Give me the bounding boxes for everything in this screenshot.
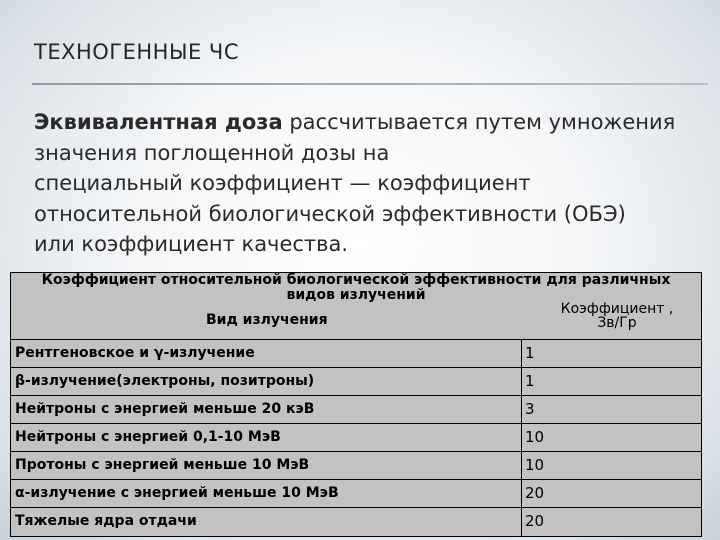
intro-line-5: или коэффициент качества. [34, 232, 349, 256]
column-header-coefficient-line-2: Зв/Гр [597, 315, 637, 331]
row-type: Нейтроны с энергией 0,1-10 МэВ [15, 429, 281, 445]
row-type: Рентгеновское и γ-излучение [15, 345, 255, 361]
row-coefficient: 1 [525, 344, 535, 362]
intro-line-2: значения поглощенной дозы на [34, 140, 390, 165]
row-type: Нейтроны с энергией меньше 20 кэВ [15, 401, 315, 417]
table-row [11, 451, 701, 480]
slide-title: ТЕХНОГЕННЫЕ ЧС [34, 40, 239, 64]
title-divider [32, 83, 708, 85]
row-type: α-излучение с энергией меньше 10 МэВ [15, 485, 339, 501]
intro-line-1-rest: рассчитывается путем умножения [282, 110, 676, 134]
intro-line-3: специальный коэффициент — коэффициент [34, 171, 531, 195]
row-coefficient: 20 [525, 484, 545, 502]
column-header-coefficient-line-1: Коэффициент , [560, 301, 674, 317]
table-row [11, 367, 701, 396]
column-header-type: Вид излучения [206, 312, 328, 328]
table-row [11, 479, 701, 508]
table-heading [11, 273, 701, 303]
intro-paragraph [34, 107, 704, 260]
row-type: Протоны с энергией меньше 10 МэВ [15, 457, 310, 473]
row-coefficient: 3 [525, 400, 535, 418]
intro-line-1 [34, 107, 704, 138]
column-divider [521, 339, 522, 536]
intro-line-4: относительной биологической эффективности (ОБЭ) [34, 201, 626, 226]
row-type: Тяжелые ядра отдачи [15, 513, 197, 529]
row-type: β-излучение(электроны, позитроны) [15, 373, 315, 389]
row-coefficient: 10 [525, 428, 545, 446]
column-header-coefficient [533, 302, 701, 330]
table-row [11, 507, 701, 536]
intro-term: Эквивалентная доза [34, 110, 283, 134]
row-coefficient: 20 [525, 512, 545, 530]
table-heading-line-2: видов излучений [286, 287, 426, 303]
row-coefficient: 1 [525, 372, 535, 390]
table-heading-line-1: Коэффициент относительной биологической эффективности для различных [41, 272, 671, 288]
row-coefficient: 10 [525, 456, 545, 474]
table-row [11, 395, 701, 424]
table-row [11, 423, 701, 452]
table-row [11, 339, 701, 368]
obe-table [10, 272, 702, 537]
